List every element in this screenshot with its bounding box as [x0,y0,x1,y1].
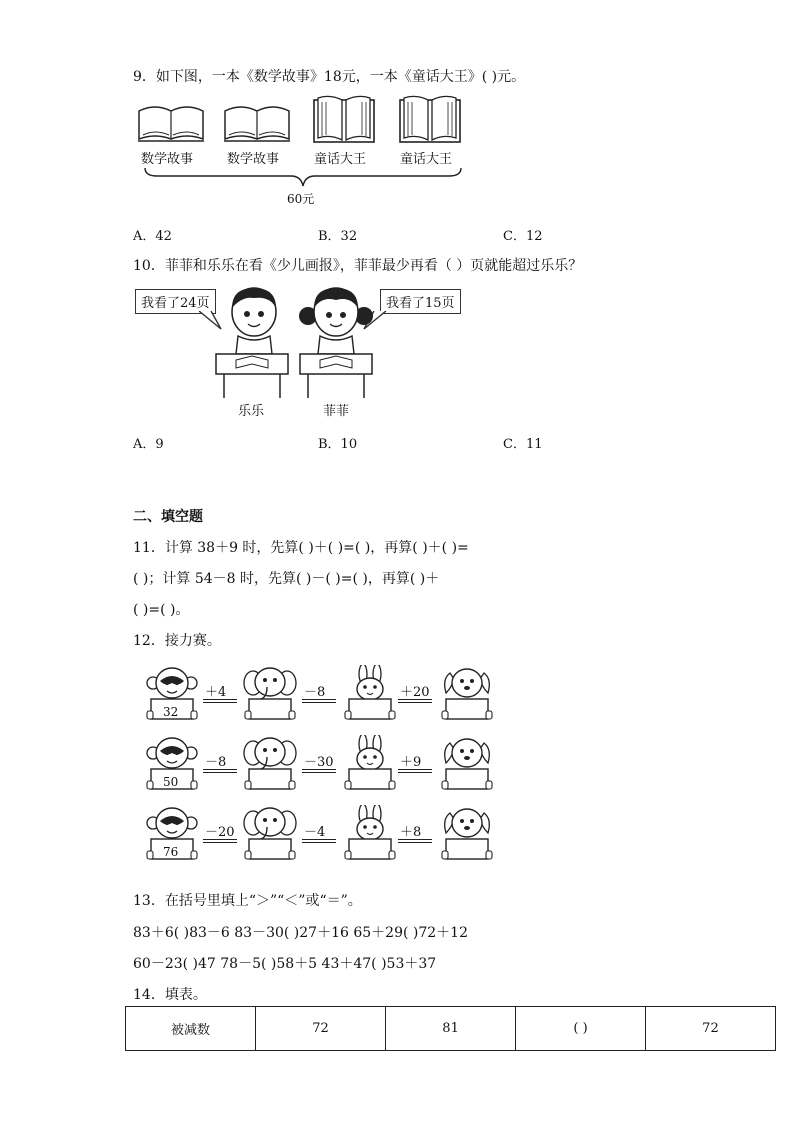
boy-reading-illustration [212,282,292,400]
relay-operation: ＋9 [400,755,422,770]
relay-operation: ＋8 [400,825,422,840]
q11-line1: 11．计算 38＋9 时，先算( )＋( )=( )，再算( )＋( )= [133,540,469,556]
table-cell[interactable]: 81 [386,1007,516,1051]
q9-option-b[interactable]: B．32 [318,229,358,244]
relay-start-number: 76 [163,845,179,859]
q9-text: 9．如下图，一本《数学故事》18元，一本《童话大王》( )元。 [133,69,526,85]
q9-total: 60元 [287,192,315,206]
q13-text: 13．在括号里填上“＞”“＜”或“＝”。 [133,893,362,909]
dog-icon [440,805,494,867]
relay-operation: －30 [304,755,334,770]
relay-operation: －8 [304,685,326,700]
book-label: 童话大王 [400,152,453,167]
q12-text: 12．接力赛。 [133,633,221,649]
relay-operation: ＋20 [400,685,430,700]
arrow-line [203,769,237,773]
relay-answer-blank[interactable] [251,771,289,787]
curly-brace [143,166,463,188]
relay-operation: ＋4 [205,685,227,700]
relay-answer-blank[interactable] [448,701,486,717]
q10-option-b[interactable]: B．10 [318,437,358,452]
arrow-line [398,839,432,843]
table-row [126,1007,776,1051]
q14-text: 14．填表。 [133,987,207,1003]
arrow-line [302,699,336,703]
name-left: 乐乐 [238,404,265,419]
relay-answer-blank[interactable] [448,771,486,787]
arrow-line [398,699,432,703]
q9-option-c[interactable]: C．12 [503,229,543,244]
section-title: 二、填空题 [133,509,203,525]
relay-answer-blank[interactable] [251,841,289,857]
elephant-icon [243,735,297,797]
relay-answer-blank[interactable] [351,771,389,787]
elephant-icon [243,665,297,727]
q10-option-c[interactable]: C．11 [503,437,543,452]
arrow-line [302,839,336,843]
rabbit-icon [343,805,397,867]
elephant-icon [243,805,297,867]
girl-reading-illustration [296,282,376,400]
fill-table [125,1006,776,1051]
dog-icon [440,735,494,797]
q11-line3: ( )=( )。 [133,602,190,618]
open-book-icon [223,99,291,145]
q9-option-a[interactable]: A．42 [133,229,172,244]
relay-answer-blank[interactable] [448,841,486,857]
book-label: 数学故事 [227,152,280,167]
thick-book-icon [398,94,462,146]
rabbit-icon [343,735,397,797]
q10-text: 10．菲菲和乐乐在看《少儿画报》，菲菲最少再看（ ）页就能超过乐乐？ [133,258,583,274]
book-label: 数学故事 [141,152,194,167]
relay-operation: －4 [304,825,326,840]
relay-answer-blank[interactable] [351,701,389,717]
speech-bubble-right: 我看了15页 [380,289,461,314]
relay-operation: －8 [205,755,227,770]
q11-line2: ( )；计算 54－8 时，先算( )－( )=( )，再算( )＋ [133,571,440,587]
relay-operation: －20 [205,825,235,840]
table-cell: 72 [645,1007,775,1051]
rabbit-icon [343,665,397,727]
open-book-icon [137,99,205,145]
speech-bubble-left: 我看了24页 [135,289,216,314]
arrow-line [203,699,237,703]
table-cell[interactable]: ( ) [516,1007,646,1051]
relay-answer-blank[interactable] [351,841,389,857]
q13-line2: 60－23( )47 78－5( )58＋5 43＋47( )53＋37 [133,956,437,972]
thick-book-icon [312,94,376,146]
q10-option-a[interactable]: A．9 [133,437,164,452]
table-cell: 72 [255,1007,385,1051]
arrow-line [398,769,432,773]
book-label: 童话大王 [314,152,367,167]
relay-start-number: 50 [163,775,179,789]
q13-line1: 83＋6( )83－6 83－30( )27＋16 65＋29( )72＋12 [133,925,468,941]
dog-icon [440,665,494,727]
relay-answer-blank[interactable] [251,701,289,717]
arrow-line [203,839,237,843]
name-right: 菲菲 [323,404,350,419]
relay-start-number: 32 [163,705,179,719]
table-cell: 被减数 [126,1007,256,1051]
arrow-line [302,769,336,773]
